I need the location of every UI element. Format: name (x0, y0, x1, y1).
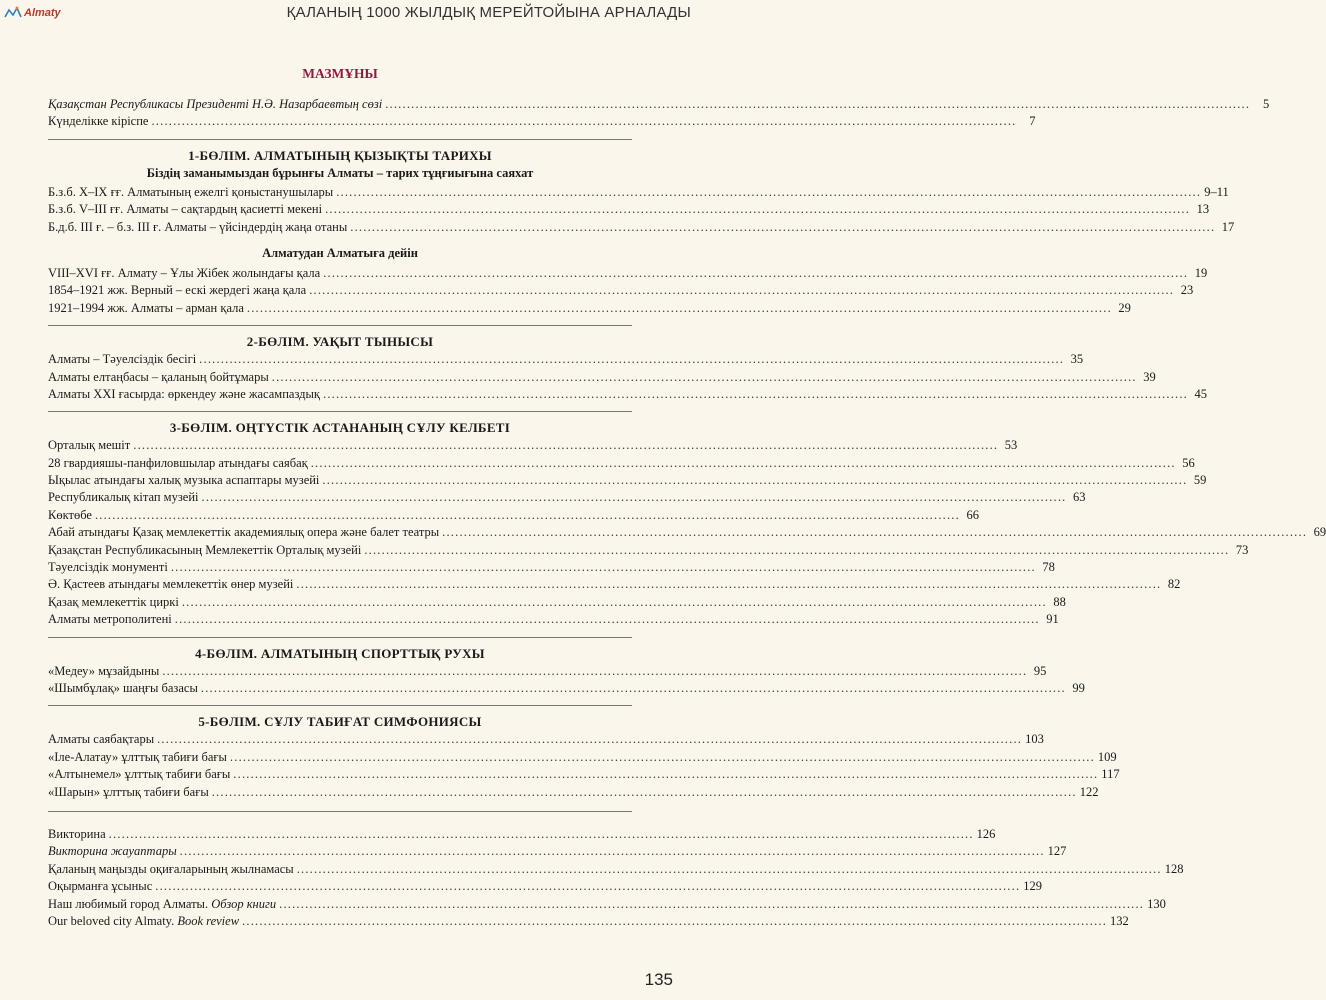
toc-entry-title: Тәуелсіздік монументі (48, 560, 168, 575)
section-divider (48, 325, 632, 326)
toc-entry-page: 13 (1196, 202, 1210, 217)
toc-entry-page: 78 (1042, 560, 1055, 575)
header-title: ҚАЛАНЫҢ 1000 ЖЫЛДЫҚ МЕРЕЙТОЙЫНА АРНАЛАДЫ (286, 4, 691, 21)
dot-leader: ........................................................................................................................................................................................................ (279, 896, 1145, 911)
section-1-subtitle: Біздің заманымыздан бұрынғы Алматы – тарих тұңғиығына саяхат (146, 165, 534, 180)
section-divider (48, 811, 632, 812)
dot-leader: ........................................................................................................................................................................................................ (162, 663, 1028, 678)
toc-entry[interactable] (48, 300, 1131, 317)
toc-entry[interactable] (48, 611, 1059, 628)
toc-entry[interactable] (48, 749, 1117, 766)
toc-entry-page: 29 (1118, 300, 1131, 315)
toc-entry-page: 56 (1182, 455, 1195, 470)
dot-leader: ........................................................................................................................................................................................................ (155, 879, 1021, 894)
section-2-list (48, 351, 1207, 403)
table-of-contents (48, 64, 1326, 930)
toc-entry-title: «Алтынемел» ұлттық табиғи бағы (48, 767, 231, 782)
toc-entry-title: Алматы метрополитені (48, 612, 172, 627)
toc-entry-page: 82 (1167, 577, 1181, 592)
toc-entry-title-italic: Обзор книги (211, 896, 277, 911)
dot-leader: ........................................................................................................................................................................................................ (211, 784, 1077, 799)
dot-leader: ........................................................................................................................................................................................................ (200, 680, 1066, 695)
dot-leader: ........................................................................................................................................................................................................ (199, 352, 1065, 367)
logo-icon (4, 5, 22, 21)
toc-entry-title: Викторина жауаптары (48, 844, 177, 859)
toc-entry-title: Ә. Қастеев атындағы мемлекеттік өнер музейі (48, 577, 294, 592)
section-1-list-2 (48, 265, 1208, 317)
section-divider (48, 411, 632, 412)
toc-entry[interactable] (48, 663, 1047, 680)
dot-leader: ........................................................................................................................................................................................................ (323, 386, 1188, 401)
toc-entry-page: 53 (1004, 438, 1018, 453)
toc-entry[interactable] (48, 826, 996, 843)
toc-entry-page: 59 (1193, 473, 1207, 488)
toc-entry-title: Қазақстан Республикасы Президенті Н.Ә. Назарбаевтың сөзі (48, 97, 383, 111)
section-2-title: 2-БӨЛІМ. УАҚЫТ ТЫНЫСЫ (246, 334, 434, 350)
dot-leader: ........................................................................................................................................................................................................ (246, 300, 1112, 315)
toc-entry-page: 130 (1147, 896, 1166, 911)
section-1-title: 1-БӨЛІМ. АЛМАТЫНЫҢ ҚЫЗЫҚТЫ ТАРИХЫ (188, 147, 492, 163)
toc-entry-page: 45 (1194, 386, 1207, 401)
toc-entry[interactable] (48, 489, 1086, 506)
toc-entry[interactable] (48, 472, 1207, 489)
toc-entry[interactable] (48, 219, 1235, 236)
dot-leader: ........................................................................................................................................................................................................ (309, 283, 1175, 298)
section-4-list (48, 663, 1085, 698)
toc-entry-title: Күнделікке кіріспе (48, 114, 149, 129)
toc-entry-title: Қазақ мемлекеттік циркі (48, 594, 179, 609)
dot-leader: ........................................................................................................................................................................................................ (242, 913, 1108, 928)
dot-leader: ........................................................................................................................................................................................................ (151, 114, 1017, 129)
dot-leader: ........................................................................................................................................................................................................ (271, 369, 1137, 384)
dot-leader: ........................................................................................................................................................................................................ (157, 732, 1023, 747)
toc-entry[interactable] (48, 113, 1036, 130)
toc-entry-title: «Іле-Алатау» ұлттық табиғи бағы (48, 749, 227, 764)
appendix-list (48, 826, 1184, 930)
dot-leader: ........................................................................................................................................................................................................ (322, 473, 1188, 488)
dot-leader: ........................................................................................................................................................................................................ (442, 525, 1308, 540)
dot-leader: ........................................................................................................................................................................................................ (181, 594, 1047, 609)
toc-entry-page: 88 (1053, 594, 1066, 609)
toc-entry-page: 117 (1101, 767, 1120, 782)
toc-entry[interactable] (48, 766, 1120, 783)
toc-entry-title: Оқырманға ұсыныс (48, 879, 153, 894)
toc-entry[interactable] (48, 559, 1055, 576)
toc-entry-page: 109 (1097, 749, 1117, 764)
dot-leader: ........................................................................................................................................................................................................ (94, 507, 960, 522)
toc-entry[interactable] (48, 524, 1326, 541)
dot-leader: ........................................................................................................................................................................................................ (350, 219, 1216, 234)
dot-leader: ........................................................................................................................................................................................................ (201, 490, 1067, 505)
toc-entry-title: Б.з.б. X–IX ғғ. Алматының ежелгі қоныстанушылары (48, 184, 334, 199)
dot-leader: ........................................................................................................................................................................................................ (170, 560, 1036, 575)
toc-entry[interactable] (48, 542, 1249, 559)
toc-entry-page: 7 (1029, 114, 1036, 129)
toc-entry-title: Б.з.б. V–III ғғ. Алматы – сақтардың қасиетті мекені (48, 202, 323, 217)
dot-leader: ........................................................................................................................................................................................................ (233, 767, 1099, 782)
toc-entry[interactable] (48, 680, 1085, 697)
toc-entry[interactable] (48, 437, 1018, 454)
section-3-title: 3-БӨЛІМ. ОҢТҮСТІК АСТАНАНЫҢ СҰЛУ КЕЛБЕТІ (169, 420, 511, 436)
toc-entry-title: Орталық мешіт (48, 438, 131, 453)
section-1-subheading: Алматудан Алматыға дейін (262, 245, 418, 260)
toc-entry-title: Алматы XXI ғасырда: өркендеу және жасампаздық (48, 386, 320, 401)
toc-entry-page: 39 (1143, 369, 1156, 384)
toc-entry-title: Республикалық кітап музейі (48, 490, 199, 505)
toc-entry-page: 66 (966, 507, 979, 522)
dot-leader: ........................................................................................................................................................................................................ (364, 542, 1230, 557)
section-5-list (48, 731, 1120, 801)
toc-entry-title: Алматы саябақтары (48, 732, 155, 747)
section-divider (48, 637, 632, 638)
toc-entry-page: 103 (1025, 732, 1044, 747)
section-3-list (48, 437, 1326, 628)
dot-leader: ........................................................................................................................................................................................................ (108, 826, 974, 841)
dot-leader: ........................................................................................................................................................................................................ (174, 612, 1040, 627)
toc-entry-page: 129 (1023, 879, 1043, 894)
section-5-title: 5-БӨЛІМ. СҰЛУ ТАБИҒАТ СИМФОНИЯСЫ (198, 714, 482, 730)
toc-entry-page: 19 (1194, 265, 1208, 280)
toc-entry[interactable] (48, 843, 1067, 860)
almaty-logo (4, 4, 61, 22)
toc-entry-title: Викторина (48, 826, 106, 841)
toc-entry[interactable] (48, 896, 1166, 913)
logo-text: Almaty (24, 7, 61, 19)
toc-entry[interactable] (48, 96, 1270, 113)
toc-intro (48, 96, 1270, 131)
toc-entry-page: 63 (1073, 490, 1086, 505)
dot-leader: ........................................................................................................................................................................................................ (385, 97, 1251, 111)
toc-entry[interactable] (48, 878, 1043, 895)
toc-entry[interactable] (48, 184, 1229, 201)
toc-entry[interactable] (48, 594, 1066, 611)
toc-entry-page: 69 (1313, 525, 1326, 540)
toc-entry-title: Алматы – Тәуелсіздік бесігі (48, 352, 197, 367)
page-header (0, 0, 703, 26)
toc-entry-page: 35 (1070, 352, 1084, 367)
dot-leader: ........................................................................................................................................................................................................ (323, 265, 1189, 280)
toc-entry-title: 1921–1994 жж. Алматы – арман қала (48, 300, 244, 315)
toc-entry[interactable] (48, 861, 1184, 878)
toc-entry[interactable] (48, 731, 1044, 748)
toc-entry-title: Our beloved city Almaty. Book review (48, 913, 240, 928)
section-divider (48, 139, 632, 140)
toc-entry-title: Абай атындағы Қазақ мемлекеттік академиялық опера және балет театры (48, 525, 440, 540)
section-divider (48, 705, 632, 706)
toc-entry-page: 127 (1047, 844, 1067, 859)
toc-entry[interactable] (48, 369, 1156, 386)
dot-leader: ........................................................................................................................................................................................................ (296, 577, 1162, 592)
toc-entry-title: Б.д.б. III ғ. – б.з. III ғ. Алматы – үйсіндердің жаңа отаны (48, 219, 348, 234)
dot-leader: ........................................................................................................................................................................................................ (310, 455, 1176, 470)
toc-entry-page: 23 (1180, 283, 1194, 298)
toc-entry-title: 1854–1921 жж. Верный – ескі жердегі жаңа қала (48, 283, 307, 298)
dot-leader: ........................................................................................................................................................................................................ (296, 861, 1162, 876)
toc-entry-title: «Шарын» ұлттық табиғи бағы (48, 784, 209, 799)
section-1-list (48, 184, 1235, 236)
toc-entry-title: «Шымбұлақ» шаңғы базасы (48, 680, 198, 695)
toc-entry-title: Қаланың маңызды оқиғаларының жылнамасы (48, 861, 294, 876)
toc-entry-page: 5 (1262, 97, 1270, 111)
toc-entry-title: Көктөбе (48, 507, 92, 522)
toc-entry-page: 126 (976, 826, 996, 841)
dot-leader: ........................................................................................................................................................................................................ (179, 844, 1045, 859)
toc-entry-page: 128 (1164, 861, 1184, 876)
toc-entry[interactable] (48, 784, 1099, 801)
toc-entry-page: 91 (1046, 612, 1059, 627)
toc-entry-page: 99 (1072, 680, 1085, 695)
section-4-title: 4-БӨЛІМ. АЛМАТЫНЫҢ СПОРТТЫҚ РУХЫ (195, 645, 485, 661)
toc-entry[interactable] (48, 282, 1194, 299)
dot-leader: ........................................................................................................................................................................................................ (336, 184, 1202, 199)
toc-entry-title: 28 гвардияшы-панфиловшылар атындағы саябақ (48, 455, 308, 470)
toc-entry[interactable] (48, 576, 1181, 593)
toc-entry[interactable] (48, 265, 1208, 282)
toc-entry-title-italic: Book review (177, 913, 240, 928)
dot-leader: ........................................................................................................................................................................................................ (325, 202, 1191, 217)
toc-entry-page: 122 (1079, 784, 1099, 799)
toc-entry-page: 17 (1221, 219, 1235, 234)
toc-entry[interactable] (48, 386, 1207, 403)
dot-leader: ........................................................................................................................................................................................................ (133, 438, 999, 453)
toc-entry-title: Ықылас атындағы халық музыка аспаптары музейі (48, 473, 320, 488)
toc-entry-title: Наш любимый город Алматы. Обзор книги (48, 896, 277, 911)
page-number: 135 (644, 970, 673, 989)
toc-entry-title: VIII–XVI ғғ. Алмату – Ұлы Жібек жолындағы қала (48, 265, 321, 280)
dot-leader: ........................................................................................................................................................................................................ (229, 749, 1095, 764)
toc-entry[interactable] (48, 455, 1195, 472)
toc-entry-title: «Медеу» мұзайдыны (48, 663, 160, 678)
toc-entry-page: 73 (1235, 542, 1249, 557)
toc-entry[interactable] (48, 913, 1129, 930)
toc-entry-page: 132 (1110, 913, 1129, 928)
toc-entry-page: 95 (1033, 663, 1047, 678)
toc-entry-title: Алматы елтаңбасы – қаланың бойтұмары (48, 369, 269, 384)
toc-title: МАЗМҰНЫ (302, 66, 378, 81)
toc-entry-title: Қазақстан Республикасының Мемлекеттік Орталық музейі (48, 542, 362, 557)
toc-entry[interactable] (48, 507, 979, 524)
toc-entry-page: 9–11 (1204, 184, 1229, 199)
toc-entry[interactable] (48, 351, 1084, 368)
toc-entry[interactable] (48, 201, 1210, 218)
